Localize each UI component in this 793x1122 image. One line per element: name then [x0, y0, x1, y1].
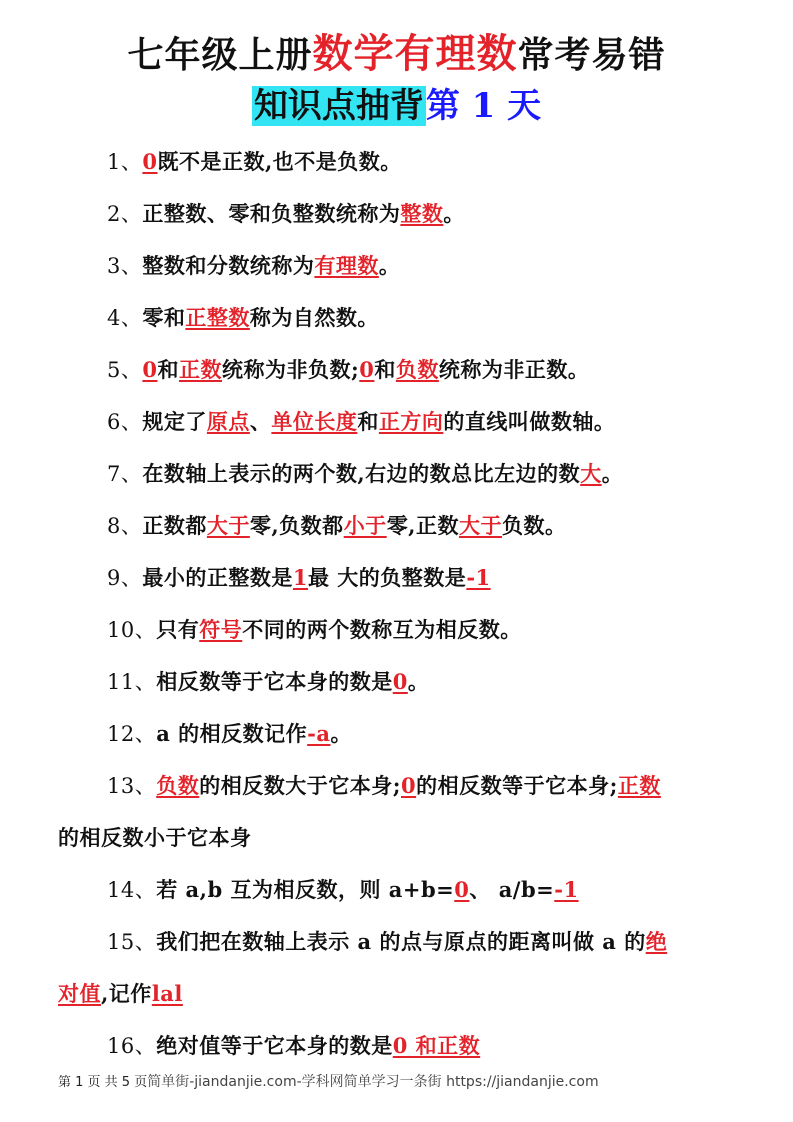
item-text: 。 — [378, 253, 401, 278]
answer-blank: 0 和正数 — [392, 1033, 481, 1058]
answer-blank: 负数 — [395, 357, 439, 382]
item-text: ,记作 — [101, 981, 152, 1006]
page-subtitle — [0, 78, 793, 127]
answer-blank: 小于 — [343, 513, 387, 538]
item-number: 11、 — [107, 670, 157, 694]
item-text: 零和 — [142, 305, 186, 330]
subtitle-day: 第 1 天 — [425, 86, 542, 126]
item-text: 的相反数等于它本身; — [416, 773, 618, 798]
answer-blank: 正数 — [179, 357, 222, 382]
list-item — [107, 302, 379, 332]
item-text: 绝对值等于它本身的数是 — [156, 1033, 393, 1058]
item-number: 14、 — [107, 878, 157, 902]
item-text: 在数轴上表示的两个数,右边的数总比左边的数 — [142, 461, 581, 486]
item-number: 5、 — [107, 358, 143, 382]
answer-blank: -a — [307, 721, 331, 746]
item-number: 3、 — [107, 254, 143, 278]
answer-blank: 绝 — [645, 929, 668, 954]
item-number: 1、 — [107, 150, 143, 174]
item-text: a 的相反数记作 — [156, 721, 308, 746]
item-text: 、 a/b= — [469, 877, 555, 902]
answer-blank: 0 — [142, 357, 158, 382]
list-item — [107, 718, 352, 748]
answer-blank: -1 — [466, 565, 491, 590]
item-text: 规定了 — [142, 409, 207, 434]
item-text: 只有 — [156, 617, 200, 642]
item-text: 零,正数 — [386, 513, 459, 538]
answer-blank: 正方向 — [378, 409, 444, 434]
watermark: 简单街-jiandanjie.com-学科网简单学习一条街 https://jiandanjie.com — [147, 1074, 599, 1090]
list-item — [107, 458, 623, 488]
item-text: 不同的两个数称互为相反数。 — [242, 617, 522, 642]
item-number: 16、 — [107, 1034, 157, 1058]
item-text: 统称为非正数。 — [438, 357, 590, 382]
item-number: 13、 — [107, 774, 157, 798]
answer-blank: 0 — [392, 669, 408, 694]
item-text: 若 a,b 互为相反数，则 a+b= — [156, 877, 455, 902]
item-text: 称为自然数。 — [249, 305, 379, 330]
list-item — [107, 770, 661, 800]
page-title — [0, 22, 793, 79]
item-text: 最小的正整数是 — [142, 565, 293, 590]
answer-blank: 1 — [292, 565, 308, 590]
list-item — [107, 250, 400, 280]
answer-blank: 0 — [359, 357, 375, 382]
item-text: 的相反数小于它本身 — [58, 825, 252, 850]
item-text: 的直线叫做数轴。 — [443, 409, 616, 434]
list-item — [107, 874, 579, 904]
answer-blank: 整数 — [400, 201, 444, 226]
item-text: 整数和分数统称为 — [142, 253, 315, 278]
item-number: 12、 — [107, 722, 157, 746]
item-text: 最 大的负整数是 — [308, 565, 467, 590]
item-number: 6、 — [107, 410, 143, 434]
item-number: 10、 — [107, 618, 157, 642]
list-item — [58, 822, 252, 852]
title-suffix: 常考易错 — [517, 34, 666, 76]
answer-blank: 正数 — [617, 773, 661, 798]
item-text: 既不是正数,也不是负数。 — [157, 149, 402, 174]
answer-blank: 有理数 — [314, 253, 379, 278]
item-text: 和 — [357, 409, 379, 434]
item-number: 4、 — [107, 306, 143, 330]
item-number: 15、 — [107, 930, 157, 954]
answer-blank: 正整数 — [185, 305, 250, 330]
answer-blank: 单位长度 — [271, 409, 358, 434]
item-text: 。 — [601, 461, 624, 486]
item-text: 零,负数都 — [249, 513, 344, 538]
answer-blank: 对值 — [58, 981, 101, 1006]
answer-blank: 负数 — [156, 773, 200, 798]
item-number: 7、 — [107, 462, 143, 486]
item-text: 正数都 — [142, 513, 207, 538]
list-item — [58, 978, 183, 1008]
answer-blank: 符号 — [199, 617, 243, 642]
item-text: 正整数、零和负整数统称为 — [142, 201, 401, 226]
footer — [58, 1071, 599, 1091]
list-item — [107, 198, 465, 228]
list-item — [107, 614, 522, 644]
item-text: 和 — [374, 357, 396, 382]
list-item — [107, 666, 429, 696]
item-text: 和 — [157, 357, 179, 382]
page-number: 第 1 页 共 5 页 — [58, 1075, 148, 1090]
list-item — [107, 146, 402, 176]
answer-blank: 0 — [142, 149, 158, 174]
answer-blank: lal — [151, 981, 183, 1006]
item-text: 负数。 — [502, 513, 567, 538]
list-item — [107, 510, 567, 540]
answer-blank: 原点 — [206, 409, 250, 434]
answer-blank: 大于 — [206, 513, 250, 538]
item-number: 9、 — [107, 566, 143, 590]
item-text: 。 — [330, 721, 352, 746]
item-number: 2、 — [107, 202, 143, 226]
title-prefix: 七年级上册 — [127, 34, 313, 76]
list-item — [107, 354, 589, 384]
item-text: 。 — [443, 201, 465, 226]
list-item — [107, 926, 667, 956]
item-text: 我们把在数轴上表示 a 的点与原点的距离叫做 a 的 — [156, 929, 646, 954]
item-text: 相反数等于它本身的数是 — [156, 669, 393, 694]
item-text: 、 — [249, 409, 272, 434]
list-item — [107, 562, 491, 592]
answer-blank: 0 — [454, 877, 470, 902]
list-item — [107, 406, 615, 436]
item-number: 8、 — [107, 514, 143, 538]
answer-blank: 大 — [580, 461, 602, 486]
item-text: 。 — [407, 669, 430, 694]
answer-blank: 大于 — [459, 513, 502, 538]
list-item — [107, 1030, 480, 1060]
item-text: 的相反数大于它本身; — [199, 773, 401, 798]
title-highlight: 数学有理数 — [312, 30, 518, 77]
answer-blank: -1 — [554, 877, 579, 902]
item-text: 统称为非负数; — [222, 357, 360, 382]
subtitle-highlight: 知识点抽背 — [253, 86, 424, 126]
answer-blank: 0 — [401, 773, 417, 798]
